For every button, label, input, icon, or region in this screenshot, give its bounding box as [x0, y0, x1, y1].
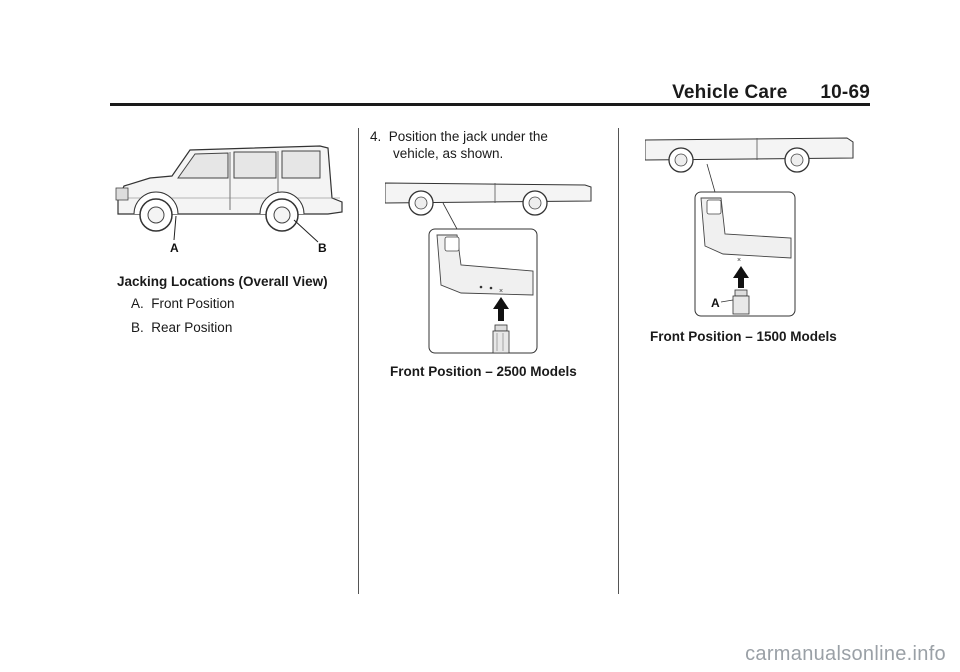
step-text-line1: Position the jack under the	[388, 129, 548, 144]
front-position-2500-figure	[385, 175, 605, 355]
list-text: Front Position	[151, 296, 235, 311]
column-divider-2	[618, 128, 619, 594]
watermark: carmanualsonline.info	[745, 643, 946, 665]
page-header	[110, 78, 870, 104]
section-title: Vehicle Care	[672, 82, 788, 103]
callout-a: A	[170, 241, 179, 255]
svg-text:×: ×	[737, 257, 742, 264]
list-item	[131, 320, 232, 335]
page-number: 10-69	[820, 82, 870, 103]
callout-b: B	[318, 241, 327, 255]
column-divider-1	[358, 128, 359, 594]
front-position-1500-figure	[645, 134, 860, 320]
step-number: 4.	[370, 129, 382, 144]
list-letter: A.	[131, 296, 144, 311]
figure-caption-overall: Jacking Locations (Overall View)	[117, 274, 328, 289]
list-letter: B.	[131, 320, 144, 335]
step-text-line2: vehicle, as shown.	[393, 146, 504, 161]
step-4	[370, 128, 548, 162]
figure-caption-1500: Front Position – 1500 Models	[650, 329, 837, 344]
header-rule	[110, 103, 870, 106]
figure-caption-2500: Front Position – 2500 Models	[390, 364, 577, 379]
svg-text:×: ×	[499, 288, 504, 295]
callout-a: A	[711, 296, 720, 310]
list-item	[131, 296, 235, 311]
list-text: Rear Position	[151, 320, 233, 335]
header-title	[672, 82, 870, 104]
jacking-locations-figure	[110, 140, 350, 265]
